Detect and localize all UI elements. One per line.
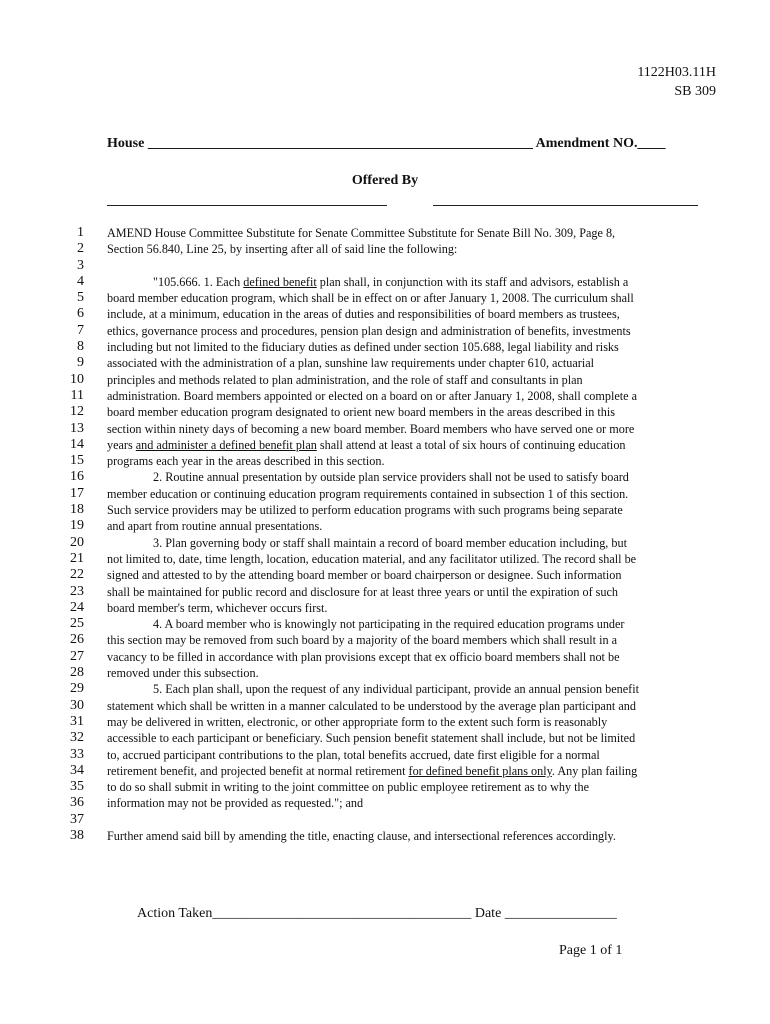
line-number: 22 (70, 567, 84, 583)
text-segment: years (107, 437, 136, 452)
line-number: 29 (70, 681, 84, 697)
line-number: 12 (70, 404, 84, 420)
line-number: 7 (77, 322, 84, 338)
text-line: signed and attested to by the attending board member or board chairperson or designee. Such information (107, 568, 622, 583)
underlined-insertion: for defined benefit plans only (408, 763, 552, 778)
line-number: 35 (70, 779, 84, 795)
ref-code: 1122H03.11H (637, 65, 716, 80)
line-number: 27 (70, 648, 84, 664)
text-line (107, 437, 719, 453)
underlined-insertion: defined benefit (243, 274, 317, 289)
line-number: 2 (77, 241, 84, 257)
text-line (107, 763, 719, 779)
text-line: board member's term, whichever occurs first. (107, 600, 328, 615)
text-line: this section may be removed from such board by a majority of the board members which shall result in a (107, 633, 618, 648)
text-line: member education or continuing education program requirements contained in subsection 1 of this section. (107, 486, 629, 501)
line-number: 34 (70, 762, 84, 778)
page-number: Page 1 of 1 (559, 943, 623, 958)
text-line: 5. Each plan shall, upon the request of any individual participant, provide an annual pension benefit (153, 682, 640, 697)
line-number: 18 (70, 502, 84, 518)
text-line: including but not limited to the fiduciary duties as defined under section 105.688, legal liability and risks (107, 340, 619, 355)
line-number: 17 (70, 485, 84, 501)
text-line: associated with the administration of a plan, sunshine law requirements under chapter 610, actuarial (107, 356, 595, 371)
text-line: board member education program designated to orient new board members in the areas described in this (107, 405, 615, 420)
line-number: 19 (70, 518, 84, 534)
text-line: vacancy to be filled in accordance with plan provisions except that ex officio board members shall not be (107, 649, 620, 664)
amendment-body (107, 225, 719, 844)
line-number: 21 (70, 550, 84, 566)
text-line: ethics, governance process and procedures, pension plan design and administration of benefits, investments (107, 323, 631, 338)
house-label: House (107, 136, 145, 151)
action-taken-label: Action Taken (137, 906, 213, 921)
line-number: 9 (77, 355, 84, 371)
line-number: 30 (70, 697, 84, 713)
line-number: 37 (70, 811, 84, 827)
action-taken-row (137, 906, 617, 922)
offered-by-heading: Offered By (351, 173, 419, 188)
text-segment: shall attend at least a total of six hours of continuing education (316, 437, 626, 452)
text-line: Further amend said bill by amending the title, enacting clause, and intersectional references accordingly. (107, 828, 616, 843)
date-label: Date (474, 906, 502, 921)
house-amendment-row (107, 136, 713, 152)
line-number: 5 (77, 290, 84, 306)
text-line: to, accrued participant contributions to the plan, total benefits accrued, date first eligible for a normal (107, 747, 600, 762)
line-number: 32 (70, 730, 84, 746)
blank-line (107, 258, 719, 274)
line-number: 23 (70, 583, 84, 599)
text-line: accessible to each participant or beneficiary. Such pension benefit statement shall include, but not be limited (107, 731, 636, 746)
line-number: 4 (77, 273, 84, 289)
line-number: 8 (77, 339, 84, 355)
line-number: 25 (70, 616, 84, 632)
blank-line (107, 812, 719, 828)
line-number: 38 (70, 827, 84, 843)
line-number: 31 (70, 713, 84, 729)
line-number: 16 (70, 469, 84, 485)
text-line: removed under this subsection. (107, 666, 259, 681)
text-line: not limited to, date, time length, location, education material, and any facilitator utilized. The record shall be (107, 551, 637, 566)
line-number: 24 (70, 599, 84, 615)
text-segment: retirement benefit, and projected benefit at normal retirement (107, 763, 409, 778)
text-segment: "105.666. 1. Each (153, 274, 244, 289)
line-number: 13 (70, 420, 84, 436)
text-line: Such service providers may be utilized to perform education programs with such programs being separate (107, 503, 623, 518)
line-number: 1 (77, 225, 84, 240)
text-line: programs each year in the areas described in this section. (107, 454, 385, 469)
line-numbers (58, 225, 84, 844)
text-line: shall be maintained for public record and disclosure for at least three years or until the expiration of such (107, 584, 619, 599)
line-number: 33 (70, 746, 84, 762)
line-number: 10 (70, 371, 84, 387)
line-number: 3 (77, 257, 84, 273)
text-line: section within ninety days of becoming a new board member. Board members who have served one or more (107, 421, 635, 436)
text-line (107, 274, 719, 290)
line-number: 6 (77, 306, 84, 322)
text-line: 2. Routine annual presentation by outside plan service providers shall not be used to satisfy board (153, 470, 629, 485)
line-number: 20 (70, 534, 84, 550)
line-number: 14 (70, 436, 84, 452)
line-number: 36 (70, 795, 84, 811)
line-number: 15 (70, 453, 84, 469)
text-line: principles and methods related to plan administration, and the role of staff and consultants in plan (107, 372, 583, 387)
document-reference (637, 63, 716, 101)
line-number: 28 (70, 665, 84, 681)
action-taken-blank: _____________________________________ (212, 906, 472, 921)
line-number: 11 (70, 387, 84, 403)
text-line: Section 56.840, Line 25, by inserting after all of said line the following: (107, 242, 458, 257)
sponsor-signature-line-right (433, 205, 698, 206)
sponsor-signature-line-left (107, 205, 387, 206)
amendment-number-label: Amendment NO.____ (535, 136, 666, 151)
underlined-insertion: and administer a defined benefit plan (135, 437, 317, 452)
text-line: statement which shall be written in a manner calculated to be understood by the average plan participant and (107, 698, 636, 713)
text-segment: . Any plan failing (551, 763, 638, 778)
bill-number: SB 309 (674, 84, 716, 99)
text-line: AMEND House Committee Substitute for Senate Committee Substitute for Senate Bill No. 309, Page 8, (107, 226, 616, 240)
date-blank: ________________ (504, 906, 617, 921)
text-line: to do so shall submit in writing to the joint committee on public employee retirement as to why the (107, 780, 590, 795)
text-line: include, at a minimum, education in the areas of duties and responsibilities of board members as trustees, (107, 307, 620, 322)
text-line: and apart from routine annual presentations. (107, 519, 323, 534)
text-line: 3. Plan governing body or staff shall maintain a record of board member education including, but (153, 535, 627, 550)
text-segment: plan shall, in conjunction with its staff and advisors, establish a (316, 274, 629, 289)
text-line: board member education program, which shall be in effect on or after January 1, 2008. The curriculum shall (107, 291, 634, 306)
text-line: administration. Board members appointed or elected on a board on or after January 1, 2008, shall complete a (107, 388, 637, 403)
house-blank: _______________________________________________________ (147, 136, 533, 151)
text-line: 4. A board member who is knowingly not participating in the required education programs under (153, 617, 625, 632)
text-line: information may not be provided as requested."; and (107, 796, 364, 811)
text-line: may be delivered in written, electronic, or other appropriate form to the extent such form is reasonably (107, 714, 608, 729)
line-number: 26 (70, 632, 84, 648)
